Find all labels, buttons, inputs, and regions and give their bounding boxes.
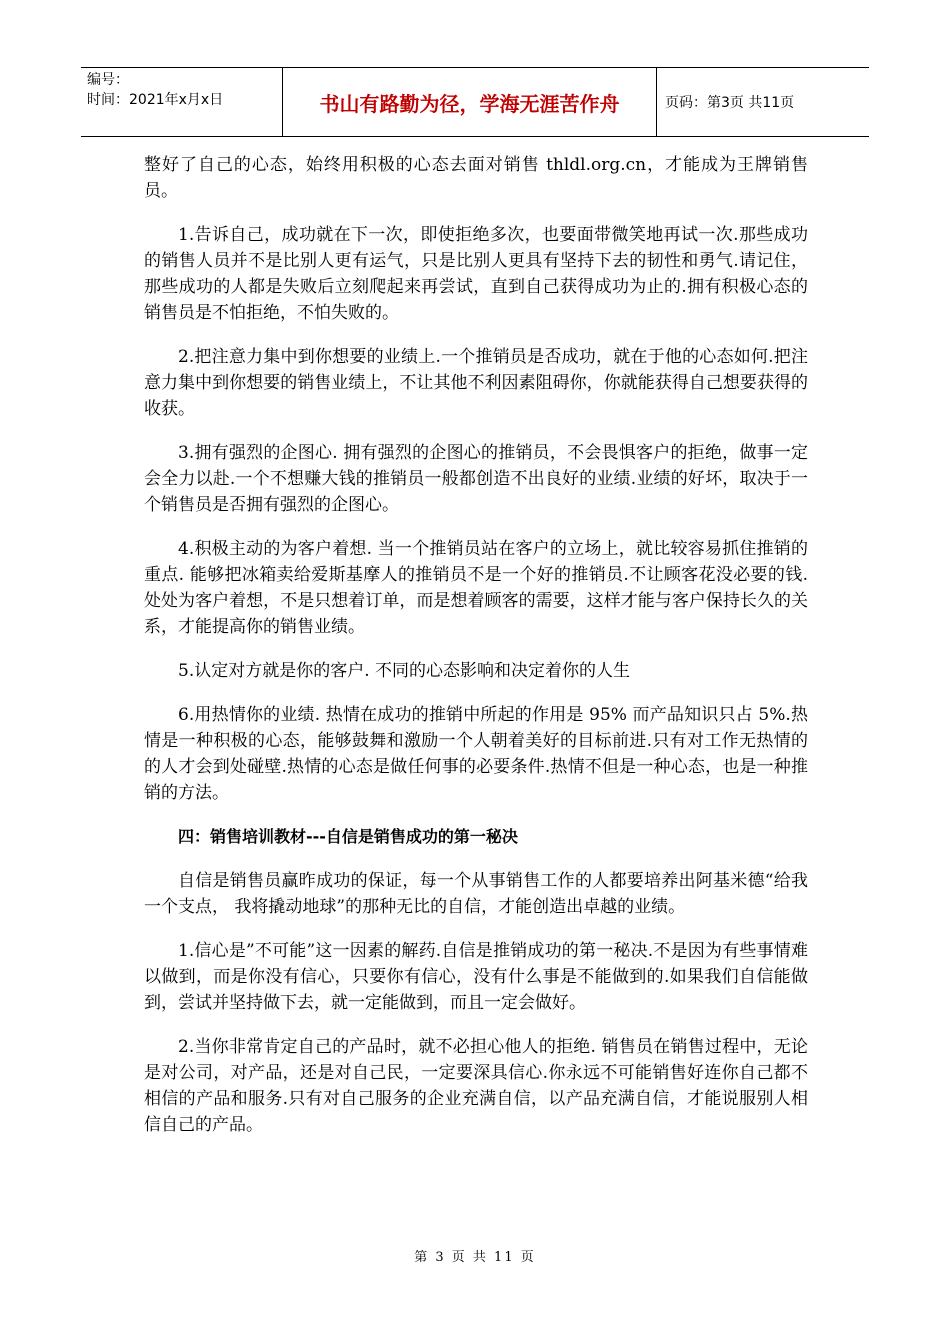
doc-date: 时间：2021年x月x日	[87, 92, 224, 108]
doc-number-label: 编号：	[87, 72, 129, 88]
paragraph: 4.积极主动的为客户着想. 当一个推销员站在客户的立场上，就比较容易抓住推销的重点. 能够把冰箱卖给爱斯基摩人的推销员不是一个好的推销员.不让顾客花没必要的钱.处处为客户着想，不是只想着订单，而是想着顾客的需要，这样才能与客户保持长久的关系，才能提高你的销售业绩。	[144, 539, 808, 637]
page-footer: 第 3 页 共 11 页	[414, 1250, 536, 1265]
paragraph: 6.用热情你的业绩. 热情在成功的推销中所起的作用是 95% 而产品知识只占 5%.热情是一种积极的心态，能够鼓舞和激励一个人朝着美好的目标前进.只有对工作无热情的的人才会到处碰壁.热情的心态是做任何事的必要条件.热情不但是一种心态，也是一种推销的方法。	[144, 705, 808, 803]
paragraph: 1.信心是”不可能”这一因素的解药.自信是推销成功的第一秘决.不是因为有些事情难以做到，而是你没有信心，只要你有信心，没有什么事是不能做到的.如果我们自信能做到，尝试并坚持做下去，就一定能做到，而且一定会做好。	[144, 941, 808, 1013]
paragraph: 1.告诉自己，成功就在下一次，即使拒绝多次，也要面带微笑地再试一次.那些成功的销售人员并不是比别人更有运气，只是比别人更具有坚持下去的韧性和勇气.请记住，那些成功的人都是失败后立刻爬起来再尝试，直到自己获得成功为止的.拥有积极心态的销售员是不怕拒绝，不怕失败的。	[144, 225, 808, 323]
paragraph: 2.当你非常肯定自己的产品时，就不必担心他人的拒绝. 销售员在销售过程中，无论是对公司，对产品，还是对自己民，一定要深具信心.你永远不可能销售好连你自己都不相信的产品和服务.只有对自己服务的企业充满自信，以产品充满自信，才能说服别人相信自己的产品。	[144, 1037, 808, 1135]
document-body	[144, 152, 808, 1156]
paragraph: 5.认定对方就是你的客户. 不同的心态影响和决定着你的人生	[178, 661, 631, 681]
section-heading: 四：销售培训教材---自信是销售成功的第一秘决	[178, 827, 518, 846]
paragraph: 2.把注意力集中到你想要的业绩上.一个推销员是否成功，就在于他的心态如何.把注意力集中到你想要的销售业绩上，不让其他不利因素阻碍你，你就能获得自己想要获得的收获。	[144, 347, 808, 419]
header-motto: 书山有路勤为径，学海无涯苦作舟	[283, 68, 657, 136]
header-page-info: 页码：第3页 共11页	[665, 95, 795, 111]
paragraph: 3.拥有强烈的企图心. 拥有强烈的企图心的推销员，不会畏惧客户的拒绝，做事一定会全力以赴.一个不想赚大钱的推销员一般都创造不出良好的业绩.业绩的好坏，取决于一个销售员是否拥有强烈的企图心。	[144, 443, 808, 515]
paragraph: 整好了自己的心态，始终用积极的心态去面对销售 thldl.org.cn，才能成为王牌销售员。	[144, 155, 808, 201]
header-meta	[81, 68, 283, 136]
paragraph: 自信是销售员赢昨成功的保证，每一个从事销售工作的人都要培养出阿基米德“给我一个支点， 我将撬动地球”的那种无比的自信，才能创造出卓越的业绩。	[144, 871, 808, 917]
document-header	[81, 67, 869, 137]
